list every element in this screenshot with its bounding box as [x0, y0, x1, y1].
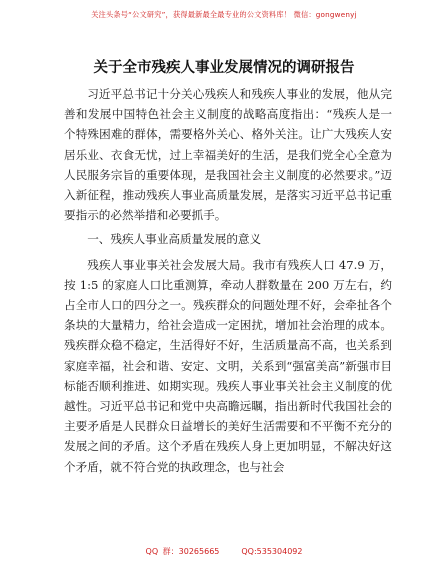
top-banner: 关注头条号“公文研究”，获得最新最全最专业的公文资料库！ 微信：gongwenyj	[91, 10, 357, 19]
footer	[0, 546, 448, 557]
paragraph-section-1: 残疾人事业事关社会发展大局。我市有残疾人口 47.9 万，按 1:5 的家庭人口比重测算，牵动人群数量在 200 万左右，约占全市人口的四分之一。残疾群众的问题处理不好，会牵扯各个条块的大量精力，给社会造成一定困扰，增加社会治理的成本。残疾群众稳不稳定，生活得好不好，生活质量高不高，也关系到家庭幸福，社会和谐、安定、文明，关系到“强富美高”新强市目标能否顺利推进、如期实现。残疾人事业事关社会主义制度的优越性。习近平总书记和党中央高瞻远瞩，指出新时代我国社会的主要矛盾是人民群众日益增长的美好生活需要和不平衡不充分的发展之间的矛盾。这个矛盾在残疾人身上更加明显，不解决好这个矛盾，就不符合党的执政理念，也与社会	[64, 257, 392, 474]
paragraph-intro: 习近平总书记十分关心残疾人和残疾人事业的发展，他从完善和发展中国特色社会主义制度的战略高度指出：“残疾人是一个特殊困难的群体，需要格外关心、格外关注。让广大残疾人安居乐业、衣食无忧，过上幸福美好的生活，是我们党全心全意为人民服务宗旨的重要体现，是我国社会主义制度的必然要求。”迈入新征程，推动残疾人事业高质量发展，是落实习近平总书记重要指示的必然举措和必要抓手。	[64, 87, 392, 223]
footer-qq-group: QQ 群：30265665	[145, 547, 220, 556]
footer-qq: QQ:535304092	[241, 547, 303, 556]
document-body	[64, 84, 392, 477]
section-heading: 一、残疾人事业高质量发展的意义	[87, 232, 262, 247]
document-title: 关于全市残疾人事业发展情况的调研报告	[93, 60, 355, 76]
